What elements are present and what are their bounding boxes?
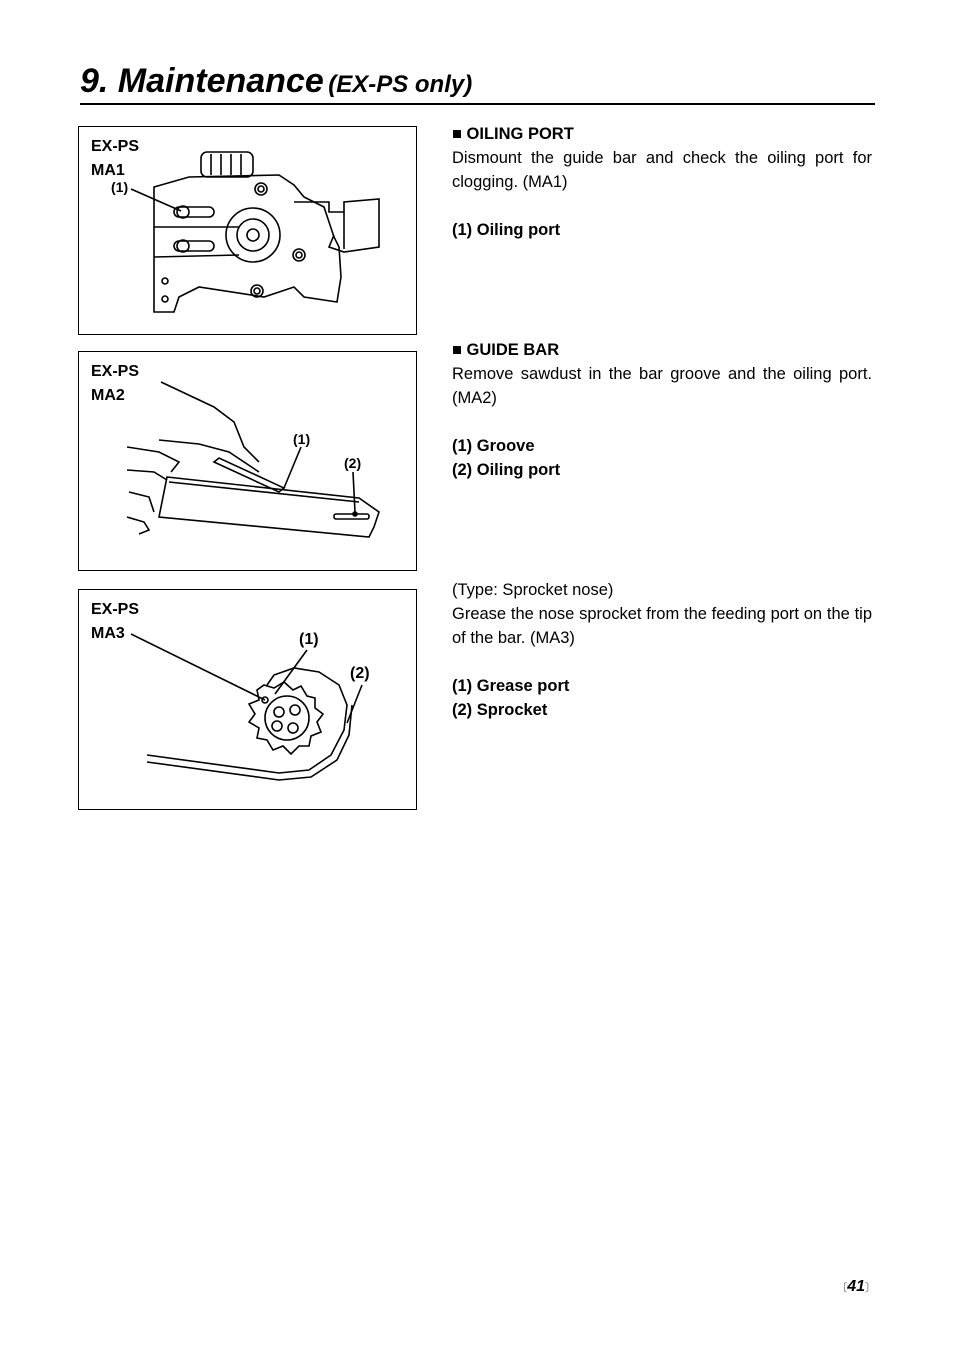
section-body: Dismount the guide bar and check the oiling port for clogging. (MA1) — [452, 149, 872, 191]
ma3-code: MA3 — [91, 625, 125, 642]
ma1-model: EX-PS — [91, 138, 140, 155]
section-sprocket-nose — [452, 578, 872, 722]
section-heading: (Type: Sprocket nose) — [452, 581, 614, 599]
section-heading: ■ OILING PORT — [452, 125, 574, 143]
item: (1) Oiling port — [452, 221, 561, 239]
ma1-label — [91, 135, 139, 183]
section-oiling-port — [452, 122, 872, 242]
item: (1) Grease port — [452, 677, 570, 695]
header-rule — [80, 103, 875, 105]
section-guide-bar — [452, 338, 872, 482]
page-title — [80, 62, 472, 101]
item: (2) Sprocket — [452, 701, 548, 719]
ma2-label — [91, 360, 139, 408]
section-body: Remove sawdust in the bar groove and the oiling port. (MA2) — [452, 365, 872, 407]
ma3-label — [91, 598, 139, 646]
item: (2) Oiling port — [452, 461, 561, 479]
figure-ma2 — [78, 351, 417, 571]
ma2-model: EX-PS — [91, 363, 140, 380]
figure-ma3 — [78, 589, 417, 810]
ma1-code: MA1 — [91, 162, 125, 179]
ma2-callout-2: (2) — [344, 455, 362, 471]
page-title-main: 9. Maintenance — [80, 62, 324, 100]
section-heading: ■ GUIDE BAR — [452, 341, 560, 359]
section-body: Grease the nose sprocket from the feeding port on the tip of the bar. (MA3) — [452, 605, 872, 647]
ma3-callout-1: (1) — [299, 631, 319, 648]
page-number-value: 41 — [847, 1278, 865, 1295]
ma1-callout-1: (1) — [111, 179, 129, 195]
ma2-code: MA2 — [91, 387, 125, 404]
ma2-callout-1: (1) — [293, 431, 311, 447]
ma3-callout-2: (2) — [350, 665, 370, 682]
figure-ma1 — [78, 126, 417, 335]
page-number: 〔41〕 — [836, 1278, 876, 1295]
ma3-model: EX-PS — [91, 601, 140, 618]
item: (1) Groove — [452, 437, 535, 455]
page-title-sub: (EX-PS only) — [328, 71, 473, 98]
